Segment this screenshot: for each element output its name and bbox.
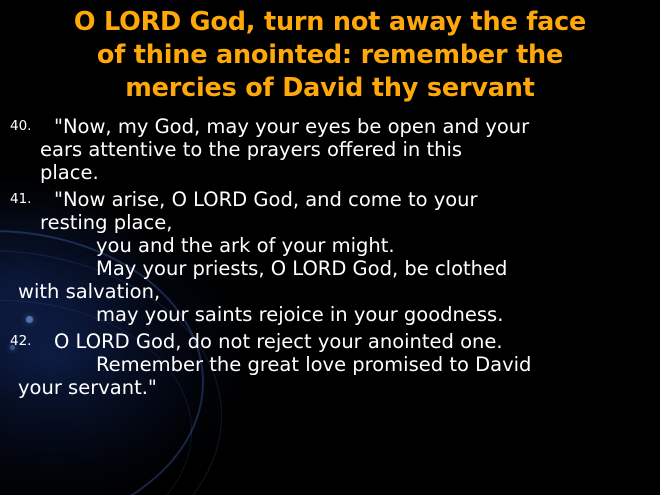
- slide-title: [0, 0, 660, 105]
- verse-line: your servant.": [18, 376, 157, 400]
- verse-number: 42.: [10, 333, 32, 350]
- slide-title-line-1: O LORD God, turn not away the face: [73, 7, 587, 37]
- verse-line: O LORD God, do not reject your anointed one.: [54, 330, 503, 354]
- verse-line: may your saints rejoice in your goodness.: [96, 303, 504, 327]
- verse-block: [6, 330, 652, 399]
- verse-line: "Now arise, O LORD God, and come to your: [54, 188, 478, 212]
- verse-line: Remember the great love promised to David: [96, 353, 532, 377]
- verse-line: resting place,: [40, 211, 173, 235]
- verse-line: ears attentive to the prayers offered in this: [40, 138, 463, 162]
- verse-number: 40.: [10, 118, 32, 135]
- slide-title-line-2: of thine anointed: remember the: [96, 40, 564, 71]
- verse-line: May your priests, O LORD God, be clothed: [96, 257, 508, 281]
- slide-body: [0, 115, 660, 399]
- verse-number: 41.: [10, 191, 32, 208]
- verse-line: "Now, my God, may your eyes be open and your: [54, 115, 530, 139]
- verse-line: you and the ark of your might.: [96, 234, 395, 258]
- verse-line: with salvation,: [18, 280, 161, 304]
- verse-block: [6, 115, 652, 184]
- verse-line: place.: [40, 161, 99, 185]
- verse-block: [6, 188, 652, 326]
- slide-title-line-3: mercies of David thy servant: [125, 73, 535, 104]
